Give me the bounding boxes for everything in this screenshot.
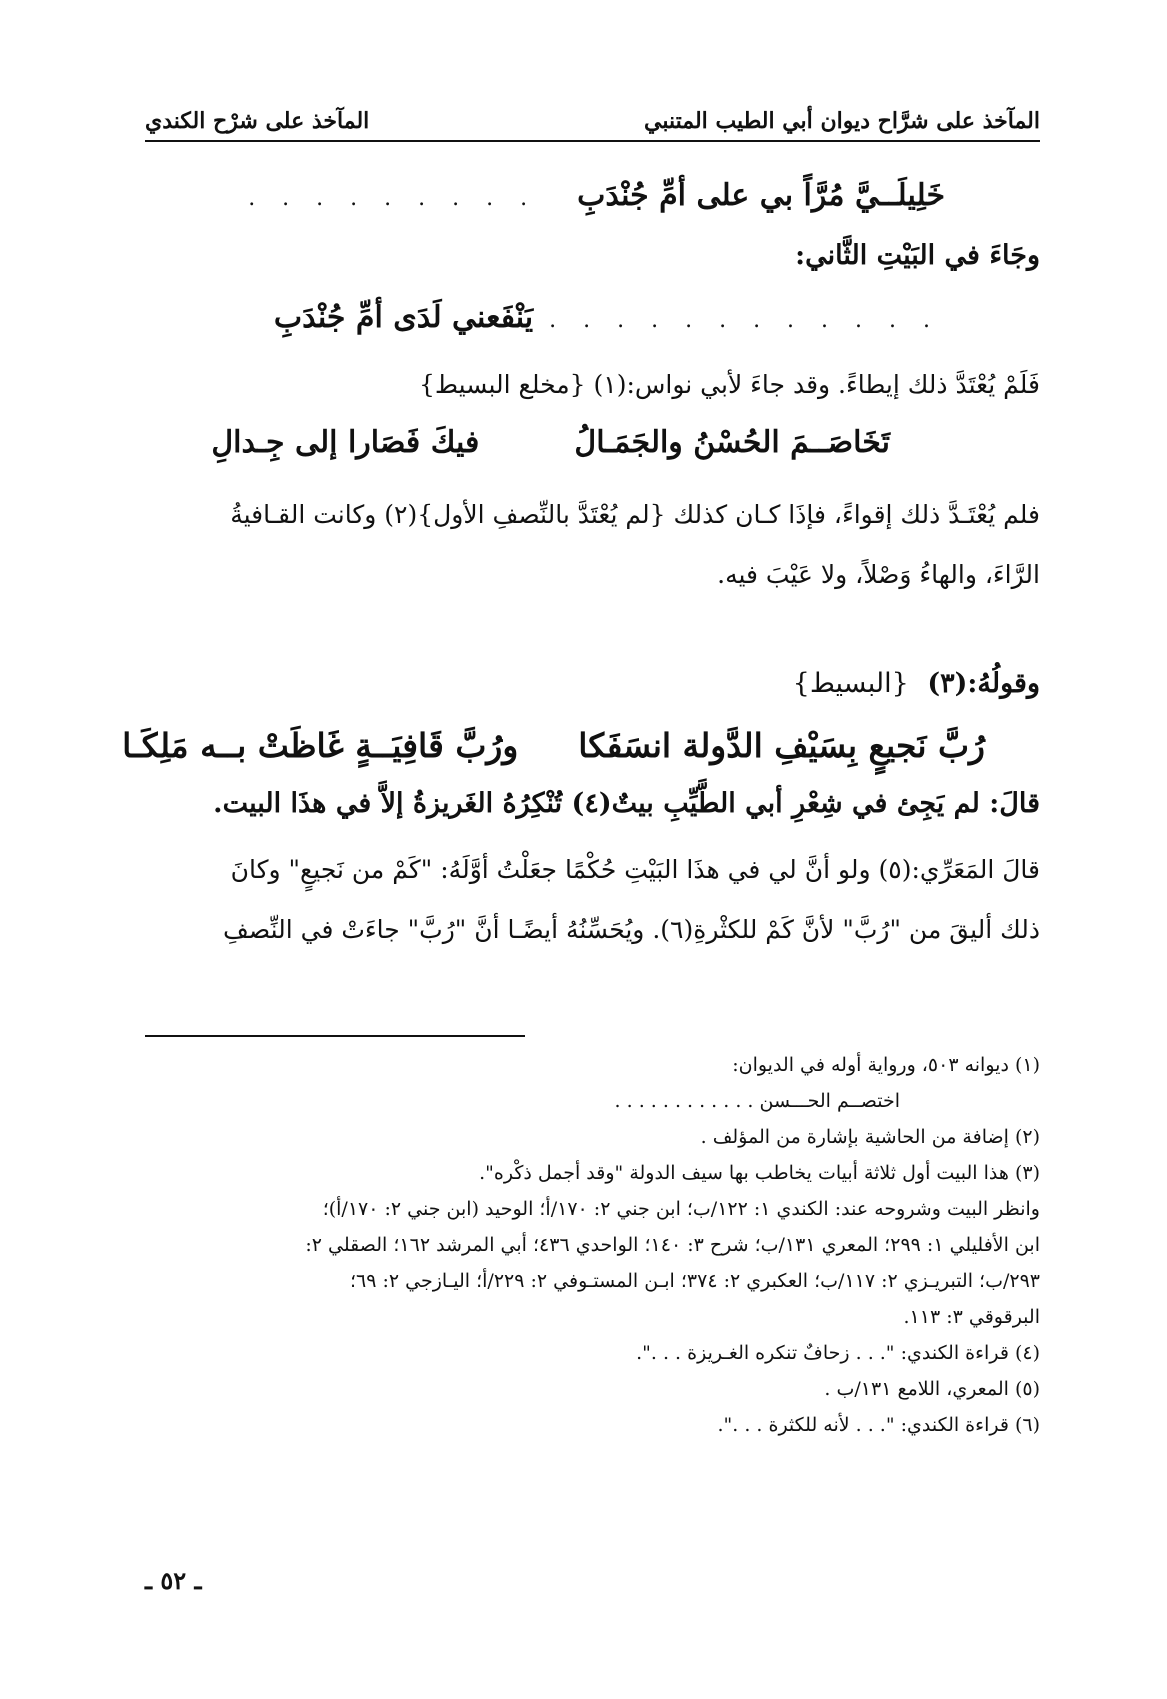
footnote-divider	[145, 1035, 525, 1037]
verse-2-hemistich-2: يَنْفَعني لَدَى أمِّ جُنْدَبِ	[273, 300, 534, 335]
running-header	[145, 86, 1040, 142]
verse-3	[145, 425, 1040, 460]
verse-1-hemistich-2: . . . . . . . . .	[248, 186, 538, 211]
verse-4	[122, 726, 1040, 765]
paragraph-3	[145, 840, 1040, 960]
qala-line	[145, 788, 1040, 819]
footnote-3-line-4: ٢٩٣/ب؛ التبريـزي ٢: ١١٧/ب؛ العكبري ٢: ٣٧٤؛ ابـن المستـوفي ٢: ٢٢٩/أ؛ اليـازجي ٢: ٦٩؛	[349, 1270, 1040, 1292]
page-number: ـ ٥٢ ـ	[145, 1566, 202, 1595]
footnote-2: (٢) إضافة من الحاشية بإشارة من المؤلف .	[700, 1126, 1040, 1148]
paragraph-2	[145, 485, 1040, 605]
paragraph-1: فَلَمْ يُعْتَدَّ ذلك إيطاءً. وقد جاءَ لأبي نواس:(١) {مخلع البسيط}	[419, 370, 1040, 399]
qala-label: قالَ:	[989, 788, 1040, 819]
verse-3-hemistich-2: فيكَ فَصَارا إلى جِـدالِ	[211, 425, 480, 460]
qala-text: لم يَجِئ في شِعْرِ أبي الطَّيِّبِ بيتٌ(٤) تُنْكِرُهُ الغَريزةُ إلاَّ في هذَا البيت.	[213, 788, 980, 819]
verse-3-hemistich-1: تَخَاصَــمَ الحُسْنُ والجَمَـالُ	[574, 425, 890, 460]
verse-4-hemistich-1: رُبَّ نَجيعٍ بِسَيْفِ الدَّولة انسَفَكا	[578, 726, 985, 765]
paragraph-3-line-1: قالَ المَعَرِّي:(٥) ولو أنَّ لي في هذَا البَيْتِ حُكْمًا جعَلْتُ أوَّلَهُ: "كَمْ من نَجيعٍ" وكانَ	[230, 855, 1040, 884]
footnote-3-line-5: البرقوقي ٣: ١١٣.	[903, 1306, 1040, 1328]
footnote-4: (٤) قراءة الكندي: ". . . زحافٌ تنكره الغـريزة . . .".	[636, 1342, 1040, 1364]
verse-2-hemistich-1: . . . . . . . . . . . .	[549, 308, 940, 333]
verse-2	[145, 300, 1040, 335]
second-verse-intro: وجَاءَ في البَيْتِ الثَّاني:	[795, 240, 1040, 271]
footnote-1: (١) ديوانه ٥٠٣، ورواية أوله في الديوان:	[732, 1054, 1040, 1076]
footnote-1-verse: اختصــم الحـــسن . . . . . . . . . . . .	[614, 1090, 900, 1112]
verse-4-hemistich-2: ورُبَّ قَافِيَــةٍ غَاظَتْ بــه مَلِكَـا	[122, 726, 519, 765]
verse-1-hemistich-1: خَلِيلَــيَّ مُرَّاً بي على أمِّ جُنْدَبِ	[577, 178, 945, 213]
paragraph-2-line-1: فلم يُعْتَـدَّ ذلك إقواءً، فإذَا كـان كذلك {لم يُعْتَدَّ بالنِّصفِ الأول}(٢) وكانت القـافيةُ	[230, 500, 1040, 529]
footnote-6: (٦) قراءة الكندي: ". . . لأنه للكثرة . . .".	[717, 1414, 1040, 1436]
paragraph-2-line-2: الرَّاءَ، والهاءُ وَصْلاً، ولا عَيْبَ فيه.	[717, 560, 1040, 589]
meter-label: {البسيط}	[792, 668, 909, 699]
header-section-title: المآخذ على شرْح الكندي	[145, 108, 370, 134]
footnote-3-line-3: ابن الأفليلي ١: ٢٩٩؛ المعري ١٣١/ب؛ شرح ٣: ١٤٠؛ الواحدي ٤٣٦؛ أبي المرشد ١٦٢؛ الصقلي ٢:	[305, 1234, 1040, 1256]
section-intro	[145, 668, 1040, 699]
verse-1	[145, 178, 1040, 228]
footnote-3: (٣) هذا البيت أول ثلاثة أبيات يخاطب بها سيف الدولة "وقد أجمل ذكْره".	[479, 1162, 1040, 1184]
footnote-5: (٥) المعري، اللامع ١٣١/ب .	[824, 1378, 1040, 1400]
footnote-3-line-2: وانظر البيت وشروحه عند: الكندي ١: ١٢٢/ب؛ ابن جني ٢: ١٧٠/أ؛ الوحيد (ابن جني ٢: ١٧٠/أ)؛	[322, 1198, 1040, 1220]
header-book-title: المآخذ على شرَّاح ديوان أبي الطيب المتنبي	[644, 108, 1040, 134]
paragraph-3-line-2: ذلك أليقَ من "رُبَّ" لأنَّ كَمْ للكثْرةِ(٦). ويُحَسِّنُهُ أيضًـا أنَّ "رُبَّ" جاءَتْ في النِّصفِ	[223, 915, 1040, 944]
qawluhu-label: وقولُهُ:(٣)	[927, 668, 1040, 699]
